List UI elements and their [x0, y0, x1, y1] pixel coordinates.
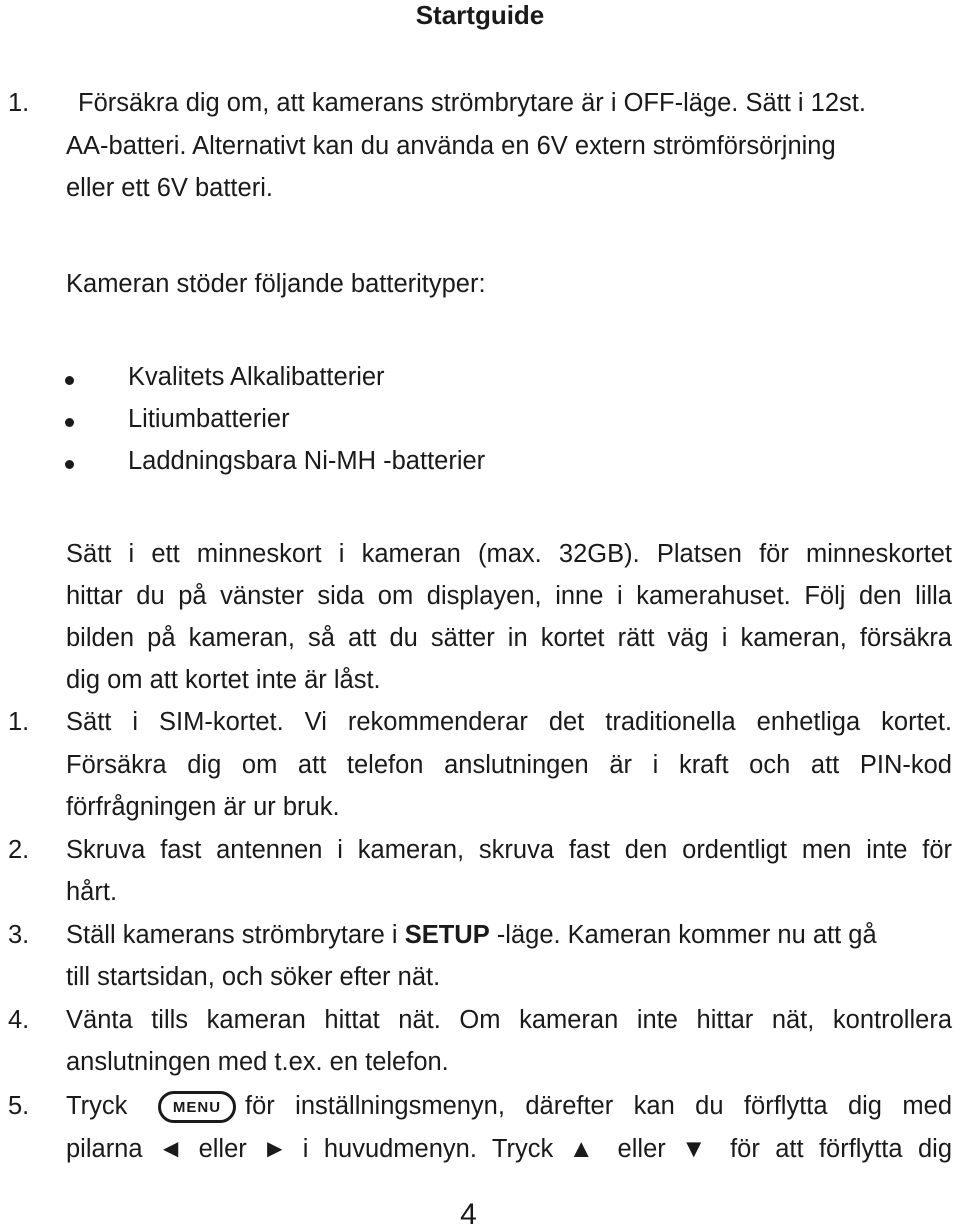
menu-button-label: MENU: [172, 1098, 222, 1116]
step-3-text-post: -läge. Kameran kommer nu att gå: [489, 921, 877, 949]
intro-line-2: AA-batteri. Alternativt kan du använda en 6V extern strömförsörjning: [66, 132, 836, 160]
step-number: 4.: [8, 1006, 30, 1034]
step-5-text-pre: Tryck: [66, 1092, 128, 1120]
memory-card-line-3: bilden på kameran, så att du sätter in kortet rätt väg i kameran, försäkra: [66, 624, 952, 652]
battery-heading: Kameran stöder följande batterityper:: [66, 270, 486, 298]
step-1-line-2: Försäkra dig om att telefon anslutningen är i kraft och att PIN-kod: [66, 751, 952, 779]
step-2-line-2: hårt.: [66, 878, 118, 906]
intro-line-3: eller ett 6V batteri.: [66, 174, 273, 202]
step-1-line-1: Sätt i SIM-kortet. Vi rekommenderar det traditionella enhetliga kortet.: [66, 708, 952, 736]
step-4-line-2: anslutningen med t.ex. en telefon.: [66, 1048, 449, 1076]
step-number: 1.: [8, 708, 30, 736]
intro-line-1: Försäkra dig om, att kamerans strömbrytare är i OFF-läge. Sätt i 12st.: [78, 89, 866, 117]
step-3-text-pre: Ställ kamerans strömbrytare i: [66, 921, 405, 949]
step-5-text-post: för inställningsmenyn, därefter kan du förflytta dig med: [245, 1092, 952, 1120]
step-3-line-2: till startsidan, och söker efter nät.: [66, 963, 441, 991]
step-5-line-2: pilarna ◄ eller ► i huvudmenyn. Tryck ▲ eller ▼ för att förflytta dig: [66, 1135, 952, 1163]
step-number: 3.: [8, 921, 30, 949]
memory-card-line-2: hittar du på vänster sida om displayen, inne i kamerahuset. Följ den lilla: [66, 582, 952, 610]
step-3-line-1: [66, 920, 952, 950]
setup-mode-label: SETUP: [404, 921, 490, 949]
battery-type-item: Laddningsbara Ni-MH -batterier: [128, 447, 486, 475]
bullet-icon: [65, 418, 74, 427]
menu-button-icon: [158, 1091, 236, 1123]
battery-type-item: Litiumbatterier: [128, 405, 290, 433]
memory-card-line-1: Sätt i ett minneskort i kameran (max. 32GB). Platsen för minneskortet: [66, 540, 952, 568]
bullet-icon: [65, 460, 74, 469]
step-number: 5.: [8, 1092, 30, 1120]
bullet-icon: [65, 376, 74, 385]
step-1-line-3: förfrågningen är ur bruk.: [66, 793, 340, 821]
page-number: 4: [460, 1198, 477, 1231]
step-4-line-1: Vänta tills kameran hittat nät. Om kameran inte hittar nät, kontrollera: [66, 1006, 952, 1034]
intro-number: 1.: [8, 89, 30, 117]
page-title: Startguide: [415, 0, 545, 30]
step-number: 2.: [8, 836, 30, 864]
memory-card-line-4: dig om att kortet inte är låst.: [66, 666, 381, 694]
step-2-line-1: Skruva fast antennen i kameran, skruva fast den ordentligt men inte för: [66, 836, 952, 864]
battery-type-item: Kvalitets Alkalibatterier: [128, 363, 385, 391]
